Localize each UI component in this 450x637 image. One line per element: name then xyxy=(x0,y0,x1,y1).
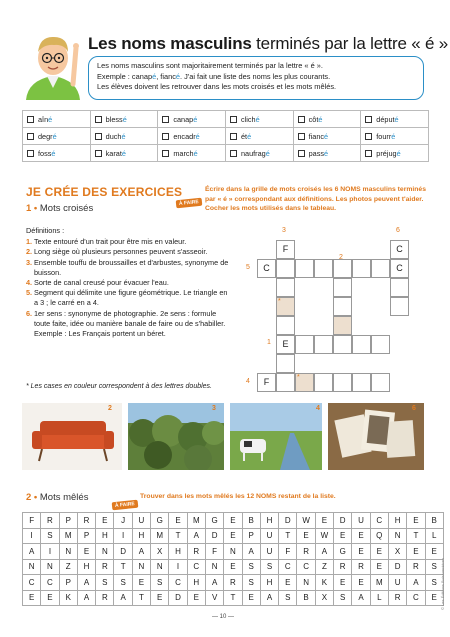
wordsearch-cell[interactable]: A xyxy=(132,544,150,560)
wordsearch-cell[interactable]: N xyxy=(23,559,41,575)
sofa-photo xyxy=(22,403,122,470)
word-text: marché xyxy=(173,148,198,158)
wordsearch-cell[interactable]: T xyxy=(279,528,297,544)
wordsearch-cell[interactable]: E xyxy=(315,513,333,529)
crossword-cell[interactable] xyxy=(295,259,314,278)
definition-item xyxy=(26,278,231,288)
double-letter-marker: * xyxy=(278,298,281,305)
wordsearch-grid xyxy=(22,512,444,606)
word-cell[interactable] xyxy=(361,111,429,128)
wordsearch-cell[interactable]: T xyxy=(114,559,132,575)
crossword-cell[interactable] xyxy=(276,373,295,392)
wordsearch-cell[interactable]: E xyxy=(352,544,370,560)
word-text: fossé xyxy=(38,148,56,158)
wordsearch-cell[interactable]: E xyxy=(334,575,352,591)
crossword-number: 3 xyxy=(282,227,286,234)
definition-number: 2. xyxy=(26,247,33,257)
wordsearch-cell[interactable]: H xyxy=(132,528,150,544)
intro-line-3: Les élèves doivent les retrouver dans les mots croisés et les mots mêlés. xyxy=(97,82,337,91)
wordsearch-cell[interactable]: E xyxy=(224,513,242,529)
checkbox[interactable] xyxy=(162,150,169,157)
wordsearch-cell[interactable]: F xyxy=(279,544,297,560)
intro-line-2: Exemple : canapé, fiancé. J'ai fait une liste des noms les plus courants. xyxy=(97,71,331,81)
wordsearch-cell[interactable]: S xyxy=(242,575,260,591)
word-cell[interactable] xyxy=(225,128,293,145)
word-cell[interactable] xyxy=(293,145,361,162)
todo-badge-2: À FAIRE xyxy=(112,493,138,511)
wordsearch-cell[interactable]: R xyxy=(388,590,406,606)
wordsearch-cell[interactable]: F xyxy=(23,513,41,529)
word-cell[interactable] xyxy=(90,111,158,128)
wordsearch-cell[interactable]: H xyxy=(388,513,406,529)
wordsearch-cell[interactable]: D xyxy=(169,590,187,606)
wordsearch-cell[interactable]: S xyxy=(41,528,59,544)
crossword-cell[interactable] xyxy=(352,335,371,354)
copyright: © Les Éditions Buissonnières xyxy=(440,557,445,610)
wordsearch-cell[interactable]: A xyxy=(77,575,95,591)
crossword-cell[interactable] xyxy=(371,373,390,392)
definition-text: Texte entouré d'un trait pour être mis en valeur. xyxy=(34,237,187,247)
wordsearch-cell[interactable]: S xyxy=(260,559,278,575)
word-text: fourré xyxy=(376,131,396,141)
definition-number: 5. xyxy=(26,288,33,298)
wordsearch-cell[interactable]: M xyxy=(370,575,388,591)
page-number: — 10 — xyxy=(212,614,235,620)
word-cell[interactable] xyxy=(158,145,226,162)
wordsearch-cell[interactable]: A xyxy=(260,590,278,606)
wordsearch-cell[interactable]: H xyxy=(260,575,278,591)
checkbox[interactable] xyxy=(27,133,34,140)
wordsearch-cell[interactable]: C xyxy=(41,575,59,591)
wordsearch-cell[interactable]: N xyxy=(224,544,242,560)
wordsearch-cell[interactable]: H xyxy=(169,544,187,560)
word-text: été xyxy=(240,131,252,141)
wordsearch-cell[interactable]: C xyxy=(370,513,388,529)
crossword-cell[interactable] xyxy=(276,354,295,373)
wordsearch-cell[interactable]: E xyxy=(407,544,425,560)
photo-number: 6 xyxy=(412,405,416,412)
wordsearch-cell[interactable]: A xyxy=(242,544,260,560)
wordsearch-cell[interactable]: E xyxy=(96,513,114,529)
wordsearch-cell[interactable]: T xyxy=(407,528,425,544)
wordsearch-cell[interactable]: T xyxy=(132,590,150,606)
word-cell[interactable] xyxy=(225,145,293,162)
wordsearch-cell[interactable]: C xyxy=(407,590,425,606)
crossword-cell[interactable] xyxy=(314,259,333,278)
wordsearch-cell[interactable]: R xyxy=(77,513,95,529)
crossword-letter: C xyxy=(396,263,403,273)
wordsearch-cell[interactable]: E xyxy=(370,544,388,560)
wordsearch-cell[interactable]: T xyxy=(169,528,187,544)
word-text: duché xyxy=(105,131,126,141)
wordsearch-cell[interactable]: R xyxy=(352,559,370,575)
wordsearch-cell[interactable]: R xyxy=(297,544,315,560)
wordsearch-cell[interactable]: R xyxy=(334,559,352,575)
wordsearch-cell[interactable]: G xyxy=(205,513,223,529)
wordsearch-cell[interactable]: R xyxy=(96,559,114,575)
wordsearch-cell[interactable]: A xyxy=(77,590,95,606)
wordsearch-cell[interactable]: Z xyxy=(315,559,333,575)
wordsearch-cell[interactable]: R xyxy=(187,544,205,560)
checkbox[interactable] xyxy=(298,116,305,123)
wordsearch-cell[interactable]: P xyxy=(242,528,260,544)
word-text: canapé xyxy=(173,114,198,124)
wordsearch-row xyxy=(23,528,444,544)
old-photographs-photo xyxy=(328,403,424,470)
word-text: côté xyxy=(308,114,323,124)
crossword-instruction: Écrire dans la grille de mots croisés les 6 NOMS masculins terminés par « é » correspondant aux définitions. Les photos peuvent t'aider. Cocher les mots utilisés dans le tableau. xyxy=(205,186,426,212)
wordsearch-cell[interactable]: T xyxy=(224,590,242,606)
wordsearch-cell[interactable]: F xyxy=(205,544,223,560)
crossword-number: 5 xyxy=(246,264,250,271)
crossword-number: 2 xyxy=(339,254,343,261)
wordsearch-cell[interactable]: A xyxy=(352,590,370,606)
wordsearch-cell[interactable]: D xyxy=(205,528,223,544)
definition-text: Ensemble touffu de broussailles et d'arbustes, synonyme de buisson. xyxy=(34,257,229,277)
word-cell[interactable] xyxy=(225,111,293,128)
crossword-cell[interactable] xyxy=(390,297,409,316)
wordsearch-cell[interactable]: E xyxy=(224,528,242,544)
wordsearch-cell[interactable]: S xyxy=(334,590,352,606)
wordsearch-cell[interactable]: E xyxy=(279,575,297,591)
wordsearch-cell[interactable]: V xyxy=(205,590,223,606)
wordsearch-cell[interactable]: A xyxy=(205,575,223,591)
wordsearch-cell[interactable]: A xyxy=(23,544,41,560)
double-letter-note: * Les cases en couleur correspondent à des lettres doubles. xyxy=(26,383,213,390)
definition-item xyxy=(26,288,231,308)
word-cell[interactable] xyxy=(90,128,158,145)
word-cell[interactable] xyxy=(361,145,429,162)
word-text: karaté xyxy=(105,148,126,158)
wordsearch-cell[interactable]: N xyxy=(388,528,406,544)
wordsearch-cell[interactable]: I xyxy=(114,528,132,544)
crossword-cell[interactable] xyxy=(352,373,371,392)
word-list-table xyxy=(22,110,429,162)
crossword-cell[interactable] xyxy=(333,278,352,297)
word-text: préjugé xyxy=(376,148,401,158)
checkbox[interactable] xyxy=(95,116,102,123)
crossword-cell[interactable] xyxy=(333,373,352,392)
wordsearch-cell[interactable]: W xyxy=(297,513,315,529)
wordsearch-cell[interactable]: S xyxy=(425,575,443,591)
wordsearch-cell[interactable]: D xyxy=(388,559,406,575)
wordsearch-cell[interactable]: C xyxy=(169,575,187,591)
crossword-cell[interactable] xyxy=(390,278,409,297)
wordsearch-cell[interactable]: P xyxy=(59,575,77,591)
wordsearch-cell[interactable]: Z xyxy=(59,559,77,575)
wordsearch-row xyxy=(23,590,444,606)
section-title: JE CRÉE DES EXERCICES xyxy=(26,185,183,199)
word-text: degré xyxy=(38,131,57,141)
wordsearch-cell[interactable]: L xyxy=(425,528,443,544)
photo-number: 4 xyxy=(316,405,320,412)
wordsearch-cell[interactable]: I xyxy=(169,559,187,575)
wordsearch-cell[interactable]: A xyxy=(187,528,205,544)
wordsearch-cell[interactable]: N xyxy=(297,575,315,591)
crossword-number: 1 xyxy=(267,339,271,346)
photo-number: 3 xyxy=(212,405,216,412)
crossword-letter: C xyxy=(396,244,403,254)
intro-box xyxy=(88,56,424,100)
wordsearch-cell[interactable]: C xyxy=(297,559,315,575)
wordsearch-cell[interactable]: Q xyxy=(370,528,388,544)
wordsearch-cell[interactable]: E xyxy=(407,513,425,529)
definition-item xyxy=(26,247,231,257)
wordsearch-cell[interactable]: B xyxy=(242,513,260,529)
word-cell[interactable] xyxy=(23,145,91,162)
wordsearch-cell[interactable]: S xyxy=(114,575,132,591)
crossword-cell[interactable] xyxy=(371,335,390,354)
checkbox[interactable] xyxy=(27,116,34,123)
word-cell[interactable] xyxy=(293,128,361,145)
crossword-cell[interactable] xyxy=(333,316,352,335)
wordsearch-cell[interactable]: U xyxy=(388,575,406,591)
wordsearch-cell[interactable]: H xyxy=(77,559,95,575)
intro-line-1: Les noms masculins sont majoritairement terminés par la lettre « é ». xyxy=(97,61,323,70)
wordsearch-cell[interactable]: S xyxy=(279,590,297,606)
wordsearch-cell[interactable]: D xyxy=(334,513,352,529)
definition-item xyxy=(26,258,231,278)
wordsearch-cell[interactable]: S xyxy=(96,575,114,591)
wordsearch-cell[interactable]: E xyxy=(334,528,352,544)
word-text: encadré xyxy=(173,131,200,141)
checkbox[interactable] xyxy=(365,116,372,123)
wordsearch-cell[interactable]: P xyxy=(77,528,95,544)
wordsearch-cell[interactable]: N xyxy=(59,544,77,560)
wordsearch-cell[interactable]: K xyxy=(59,590,77,606)
wordsearch-cell[interactable]: N xyxy=(205,559,223,575)
definition-number: 3. xyxy=(26,257,33,267)
definition-text: Segment qui délimite une figure géométrique. Le triangle en a 3 ; le carré en a 4. xyxy=(34,288,228,308)
wordsearch-subtitle: 2 • Mots mêlés xyxy=(26,492,89,503)
wordsearch-cell[interactable]: E xyxy=(187,590,205,606)
wordsearch-cell[interactable]: E xyxy=(370,559,388,575)
definition-text: 1er sens : synonyme de photographie. 2e sens : formule toute faite, idée ou manière banale de faire ou de s'habiller. Exemple : Les Français portent un béret. xyxy=(34,308,226,339)
definition-item xyxy=(26,237,231,247)
checkbox[interactable] xyxy=(365,133,372,140)
crossword-cell[interactable] xyxy=(333,335,352,354)
wordsearch-cell[interactable]: N xyxy=(151,559,169,575)
wordsearch-instruction: Trouver dans les mots mêlés les 12 NOMS restant de la liste. xyxy=(140,493,336,500)
wordsearch-cell[interactable]: A xyxy=(114,590,132,606)
wordsearch-cell[interactable]: I xyxy=(41,544,59,560)
crossword-letter: E xyxy=(282,339,289,349)
crossword-cell[interactable] xyxy=(314,373,333,392)
crossword-letter: C xyxy=(263,263,270,273)
wordsearch-cell[interactable]: E xyxy=(242,590,260,606)
checkbox[interactable] xyxy=(162,133,169,140)
word-cell[interactable] xyxy=(361,128,429,145)
word-row xyxy=(23,111,429,128)
definitions xyxy=(26,226,231,339)
crossword-number: 6 xyxy=(396,227,400,234)
wordsearch-cell[interactable]: M xyxy=(187,513,205,529)
crossword-cell[interactable] xyxy=(295,335,314,354)
wordsearch-row xyxy=(23,559,444,575)
crossword-number: 4 xyxy=(246,378,250,385)
wordsearch-cell[interactable]: D xyxy=(114,544,132,560)
wordsearch-cell[interactable]: H xyxy=(96,528,114,544)
word-cell[interactable] xyxy=(158,111,226,128)
wordsearch-cell[interactable]: P xyxy=(59,513,77,529)
definition-number: 1. xyxy=(26,237,33,247)
wordsearch-cell[interactable]: X xyxy=(151,544,169,560)
wordsearch-cell[interactable]: J xyxy=(114,513,132,529)
wordsearch-cell[interactable]: X xyxy=(315,590,333,606)
wordsearch-cell[interactable]: S xyxy=(425,559,443,575)
wordsearch-cell[interactable]: H xyxy=(187,575,205,591)
checkbox[interactable] xyxy=(230,116,237,123)
wordsearch-cell[interactable]: R xyxy=(407,559,425,575)
word-text: fiancé xyxy=(308,131,329,141)
checkbox[interactable] xyxy=(95,150,102,157)
ditch-cow-photo xyxy=(230,403,322,470)
wordsearch-cell[interactable]: G xyxy=(151,513,169,529)
crossword-cell[interactable] xyxy=(371,259,390,278)
teacher-illustration xyxy=(18,28,88,100)
checkbox[interactable] xyxy=(365,150,372,157)
crossword-cell[interactable] xyxy=(276,278,295,297)
wordsearch-cell[interactable]: E xyxy=(352,528,370,544)
double-letter-marker: * xyxy=(297,374,300,381)
crossword-cell[interactable] xyxy=(333,259,352,278)
wordsearch-cell[interactable]: N xyxy=(96,544,114,560)
wordsearch-cell[interactable]: E xyxy=(425,544,443,560)
wordsearch-row xyxy=(23,513,444,529)
definition-item xyxy=(26,309,231,340)
checkbox[interactable] xyxy=(230,150,237,157)
photo-number: 2 xyxy=(108,405,112,412)
wordsearch-cell[interactable]: B xyxy=(297,590,315,606)
crossword-cell[interactable] xyxy=(352,259,371,278)
wordsearch-cell[interactable]: E xyxy=(132,575,150,591)
crossword-cell[interactable] xyxy=(314,335,333,354)
wordsearch-cell[interactable]: E xyxy=(23,590,41,606)
wordsearch-cell[interactable]: N xyxy=(132,559,150,575)
wordsearch-cell[interactable]: L xyxy=(370,590,388,606)
word-text: blessé xyxy=(105,114,127,124)
wordsearch-cell[interactable]: R xyxy=(224,575,242,591)
wordsearch-cell[interactable]: G xyxy=(334,544,352,560)
wordsearch-cell[interactable]: E xyxy=(224,559,242,575)
checkbox[interactable] xyxy=(95,133,102,140)
wordsearch-cell[interactable]: C xyxy=(23,575,41,591)
definitions-title: Définitions : xyxy=(26,226,65,235)
wordsearch-cell[interactable]: N xyxy=(41,559,59,575)
wordsearch-cell[interactable]: R xyxy=(41,513,59,529)
word-row xyxy=(23,145,429,162)
wordsearch-cell[interactable]: U xyxy=(260,544,278,560)
wordsearch-cell[interactable]: X xyxy=(388,544,406,560)
crossword-letter: F xyxy=(263,377,270,387)
wordsearch-cell[interactable]: U xyxy=(352,513,370,529)
wordsearch-cell[interactable]: C xyxy=(187,559,205,575)
wordsearch-cell[interactable]: I xyxy=(23,528,41,544)
word-text: aîné xyxy=(38,114,53,124)
wordsearch-cell[interactable]: K xyxy=(315,575,333,591)
crossword-letter: F xyxy=(282,244,289,254)
wordsearch-cell[interactable]: R xyxy=(96,590,114,606)
checkbox[interactable] xyxy=(230,133,237,140)
wordsearch-row xyxy=(23,575,444,591)
checkbox[interactable] xyxy=(298,133,305,140)
wordsearch-cell[interactable]: E xyxy=(297,528,315,544)
word-cell[interactable] xyxy=(90,145,158,162)
definition-number: 6. xyxy=(26,308,33,318)
wordsearch-cell[interactable]: E xyxy=(41,590,59,606)
word-cell[interactable] xyxy=(158,128,226,145)
word-cell[interactable] xyxy=(23,111,91,128)
word-row xyxy=(23,128,429,145)
word-text: naufragé xyxy=(240,148,270,158)
wordsearch-cell[interactable]: W xyxy=(315,528,333,544)
wordsearch-cell[interactable]: H xyxy=(260,513,278,529)
word-cell[interactable] xyxy=(293,111,361,128)
wordsearch-cell[interactable]: U xyxy=(260,528,278,544)
wordsearch-cell[interactable]: E xyxy=(77,544,95,560)
word-cell[interactable] xyxy=(23,128,91,145)
wordsearch-cell[interactable]: A xyxy=(315,544,333,560)
wordsearch-cell[interactable]: B xyxy=(425,513,443,529)
wordsearch-cell[interactable]: D xyxy=(279,513,297,529)
checkbox[interactable] xyxy=(27,150,34,157)
wordsearch-row xyxy=(23,544,444,560)
crossword-subtitle: 1 • Mots croisés xyxy=(26,203,94,214)
wordsearch-cell[interactable]: S xyxy=(242,559,260,575)
wordsearch-cell[interactable]: U xyxy=(132,513,150,529)
todo-badge: À FAIRE xyxy=(176,191,202,209)
definition-text: Sorte de canal creusé pour évacuer l'eau. xyxy=(34,278,169,288)
word-text: député xyxy=(376,114,399,124)
wordsearch-cell[interactable]: E xyxy=(425,590,443,606)
checkbox[interactable] xyxy=(162,116,169,123)
wordsearch-cell[interactable]: M xyxy=(151,528,169,544)
wordsearch-cell[interactable]: E xyxy=(151,590,169,606)
crossword-cell[interactable] xyxy=(333,297,352,316)
word-text: cliché xyxy=(240,114,260,124)
word-text: passé xyxy=(308,148,329,158)
wordsearch-cell[interactable]: C xyxy=(279,559,297,575)
wordsearch-cell[interactable]: E xyxy=(352,575,370,591)
wordsearch-cell[interactable]: M xyxy=(59,528,77,544)
checkbox[interactable] xyxy=(298,150,305,157)
definition-text: Long siège où plusieurs personnes peuvent s'asseoir. xyxy=(34,247,208,257)
wordsearch-cell[interactable]: A xyxy=(407,575,425,591)
wordsearch-cell[interactable]: S xyxy=(151,575,169,591)
crossword-cell[interactable] xyxy=(276,316,295,335)
bushes-photo xyxy=(128,403,224,470)
definition-number: 4. xyxy=(26,278,33,288)
crossword-cell[interactable] xyxy=(276,259,295,278)
wordsearch-cell[interactable]: E xyxy=(169,513,187,529)
page-title: Les noms masculins terminés par la lettre « é » xyxy=(88,34,449,53)
